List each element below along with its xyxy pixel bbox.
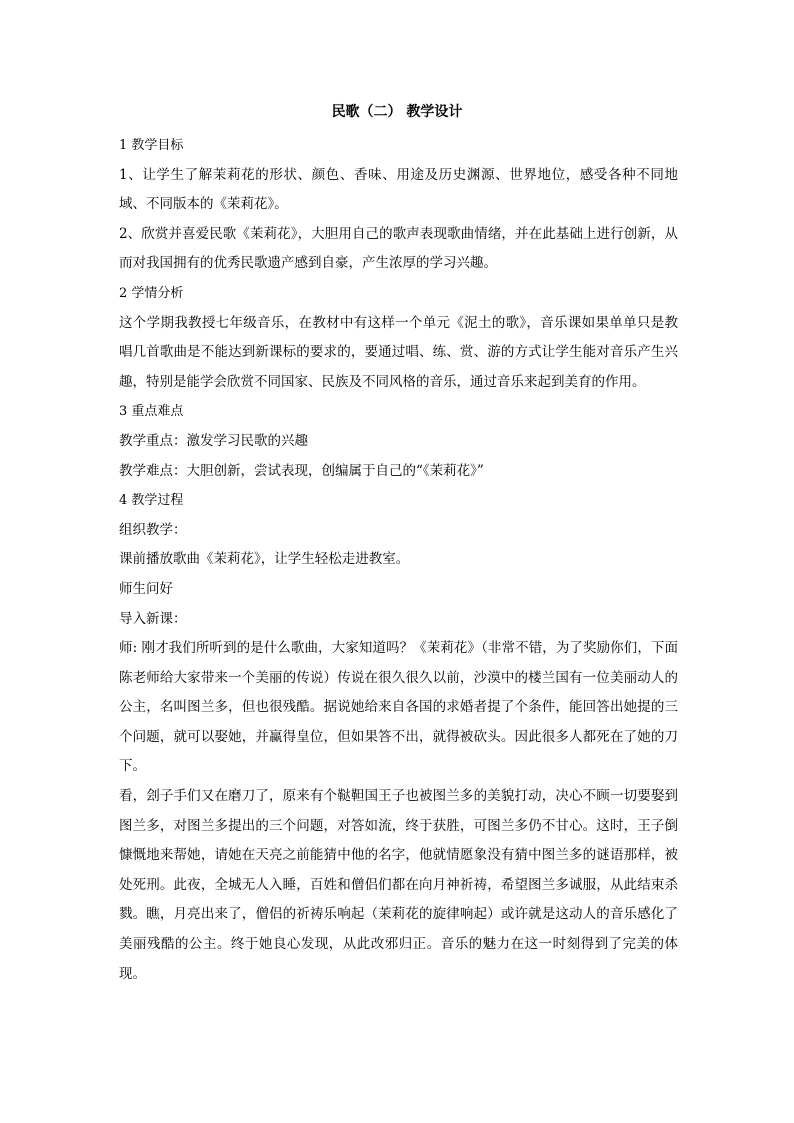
process-story-paragraph-1: 师: 刚才我们所听到的是什么歌曲，大家知道吗？《茉莉花》（非常不错，为了奖励你们，下面陈老师给大家带来一个美丽的传说）传说在很久很久以前，沙漠中的楼兰国有一位美丽动人的公主，名叫图兰多，但也很残酷。据说她给来自各国的求婚者提了个条件，能回答出她提的三个问题，就可以娶她，并赢得皇位，但如果答不出，就得被砍头。因此很多人都死在了她的刀下。 bbox=[119, 640, 678, 775]
page-title: 民歌（二） 教学设计 bbox=[331, 104, 463, 120]
section-heading-process: 4 教学过程 bbox=[119, 493, 184, 509]
section-heading-analysis: 2 学情分析 bbox=[119, 285, 184, 301]
analysis-paragraph: 这个学期我教授七年级音乐，在教材中有这样一个单元《泥土的歌》，音乐课如果单单只是教唱几首歌曲是不能达到新课标的要求的，要通过唱、练、赏、游的方式让学生能对音乐产生兴趣，特别是能学会欣赏不同国家、民族及不同风格的音乐，通过音乐来起到美育的作用。 bbox=[119, 314, 678, 390]
process-pre-class: 课前播放歌曲《茉莉花》，让学生轻松走进教室。 bbox=[119, 551, 410, 568]
objective-1: 1、让学生了解茉莉花的形状、颜色、香味、用途及历史渊源、世界地位，感受各种不同地域、不同版本的《茉莉花》。 bbox=[119, 166, 678, 213]
process-story-paragraph-2: 看，刽子手们又在磨刀了，原来有个鞑靼国王子也被图兰多的美貌打动，决心不顾一切要娶到图兰多，对图兰多提出的三个问题，对答如流，终于获胜，可图兰多仍不甘心。这时，王子倒慷慨地来帮她，请她在天亮之前能猜中他的名字，他就情愿象没有猜中图兰多的谜语那样，被处死刑。此夜，全城无人入睡，百姓和僧侣们都在向月神祈祷，希望图兰多诚服，从此结束杀戮。瞧，月亮出来了，僧侣的祈祷乐响起（茉莉花的旋律响起）或许就是这动人的音乐感化了美丽残酷的公主。终于她良心发现，从此改邪归正。音乐的魅力在这一时刻得到了完美的体现。 bbox=[119, 788, 678, 982]
document-body bbox=[119, 131, 678, 989]
key-point: 教学重点：激发学习民歌的兴趣 bbox=[119, 432, 308, 449]
process-greeting: 师生问好 bbox=[119, 580, 173, 597]
process-organize: 组织教学： bbox=[119, 521, 187, 538]
objective-2: 2、欣赏并喜爱民歌《茉莉花》，大胆用自己的歌声表现歌曲情绪，并在此基础上进行创新，从而对我国拥有的优秀民歌遗产感到自豪，产生浓厚的学习兴趣。 bbox=[119, 225, 678, 272]
process-intro-label: 导入新课： bbox=[119, 610, 187, 627]
section-heading-objectives: 1 教学目标 bbox=[119, 138, 184, 153]
difficult-point: 教学难点：大胆创新，尝试表现，创编属于自己的“《茉莉花》” bbox=[119, 462, 484, 479]
section-heading-key-points: 3 重点难点 bbox=[119, 404, 184, 420]
